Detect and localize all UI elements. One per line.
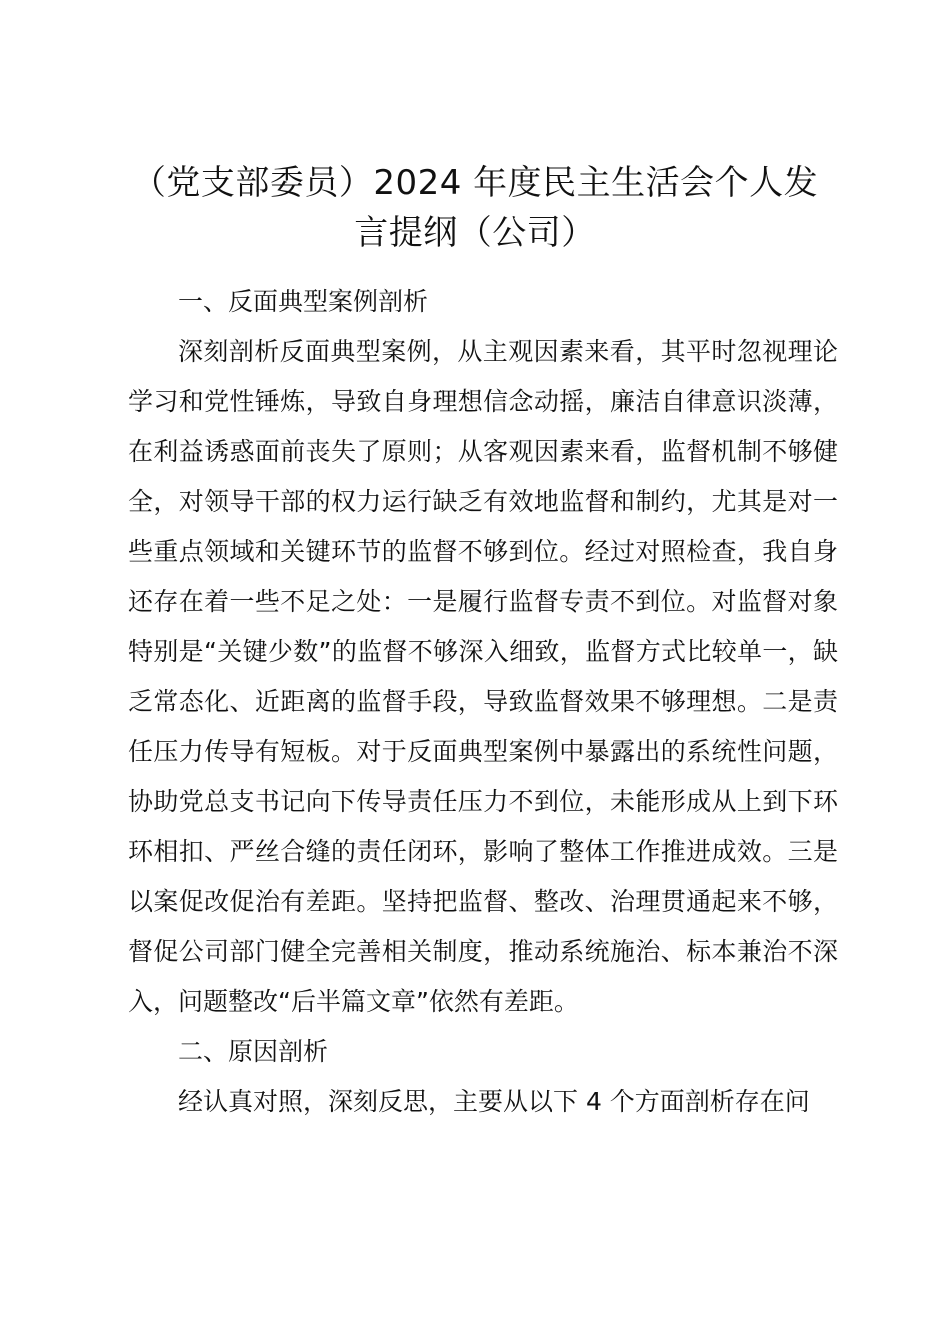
section-paragraph-2: 经认真对照，深刻反思，主要从以下 4 个方面剖析存在问 [178, 1087, 810, 1116]
document-title: （党支部委员）2024 年度民主生活会个人发言提纲（公司） [131, 163, 819, 253]
section-paragraph-1: 深刻剖析反面典型案例，从主观因素来看，其平时忽视理论学习和党性锤炼，导致自身理想信念动摇，廉洁自律意识淡薄，在利益诱惑面前丧失了原则；从客观因素来看，监督机制不够健全，对领导干部的权力运行缺乏有效地监督和制约，尤其是对一些重点领域和关键环节的监督不够到位。经过对照检查，我自身还存在着一些不足之处：一是履行监督专责不到位。对监督对象特别是“关键少数”的监督不够深入细致，监督方式比较单一，缺乏常态化、近距离的监督手段，导致监督效果不够理想。二是责任压力传导有短板。对于反面典型案例中暴露出的系统性问题，协助党总支书记向下传导责任压力不到位，未能形成从上到下环环相扣、严丝合缝的责任闭环，影响了整体工作推进成效。三是以案促改促治有差距。坚持把监督、整改、治理贯通起来不够，督促公司部门健全完善相关制度，推动系统施治、标本兼治不深入，问题整改“后半篇文章”依然有差距。 [128, 337, 838, 1016]
document-body [128, 277, 838, 1127]
section-heading-2: 二、原因剖析 [178, 1037, 329, 1066]
section-heading-1: 一、反面典型案例剖析 [178, 287, 429, 316]
